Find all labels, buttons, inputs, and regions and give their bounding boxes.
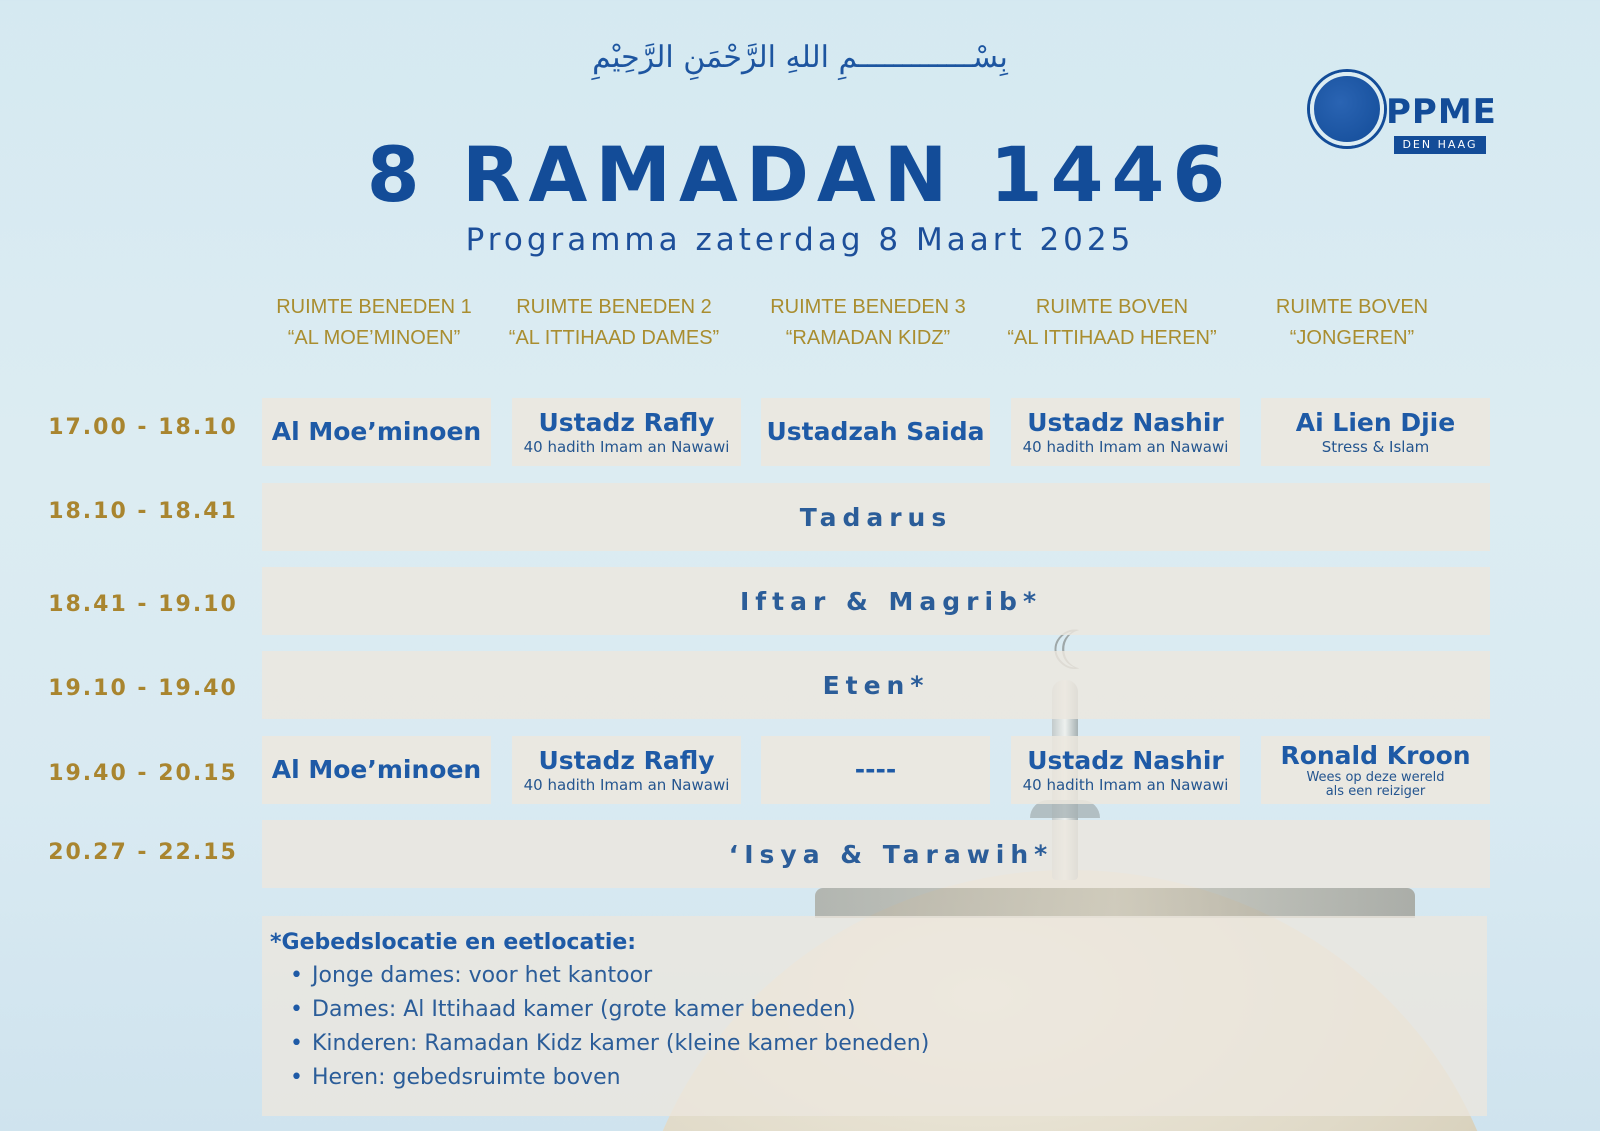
room-header-line2: “AL MOE’MINOEN”: [287, 327, 461, 349]
time-slot-1: 17.00 - 18.10: [48, 415, 238, 440]
room-header-2: [494, 292, 734, 354]
room-header-line2: “RAMADAN KIDZ”: [785, 327, 951, 349]
time-slot-5: 19.40 - 20.15: [48, 761, 238, 786]
time-slot-2: 18.10 - 18.41: [48, 499, 238, 524]
notes-title: *Gebedslocatie en eetlocatie:: [270, 930, 637, 955]
notes-box: [262, 916, 1487, 1116]
list-item: • Jonge dames: voor het kantoor: [290, 959, 1479, 993]
session-topic: 40 hadith Imam an Nawawi: [1022, 437, 1229, 456]
time-slot-4: 19.10 - 19.40: [48, 676, 238, 701]
room-header-line2: “AL ITTIHAAD DAMES”: [508, 327, 720, 349]
logo-subtitle: DEN HAAG: [1394, 136, 1486, 154]
page-title: 8 RAMADAN 1446: [366, 130, 1234, 219]
room-header-3: [748, 292, 988, 354]
session-cell: [1261, 398, 1490, 466]
room-header-line1: RUIMTE BOVEN: [1275, 296, 1429, 318]
session-speaker: Al Moe’minoen: [271, 417, 482, 446]
time-slot-6: 20.27 - 22.15: [48, 840, 238, 865]
shared-activity-band: ‘Isya & Tarawih*: [262, 820, 1490, 888]
list-item: • Kinderen: Ramadan Kidz kamer (kleine kamer beneden): [290, 1027, 1479, 1061]
logo-name: PPME: [1386, 92, 1497, 132]
room-header-5: [1232, 292, 1472, 354]
session-topic: 40 hadith Imam an Nawawi: [1022, 775, 1229, 794]
bismillah-calligraphy: بِسْـــــــــــــمِ اللهِ الرَّحْمَنِ الرَّحِيْمِ: [592, 40, 1008, 75]
room-header-line1: RUIMTE BENEDEN 2: [516, 296, 712, 318]
session-speaker: Ai Lien Djie: [1295, 407, 1456, 437]
room-header-line1: RUIMTE BOVEN: [1035, 296, 1189, 318]
session-cell: [761, 736, 990, 804]
session-cell: [1011, 398, 1240, 466]
time-slot-3: 18.41 - 19.10: [48, 592, 238, 617]
session-topic: 40 hadith Imam an Nawawi: [523, 775, 730, 794]
session-cell: [1011, 736, 1240, 804]
page-subtitle: Programma zaterdag 8 Maart 2025: [465, 222, 1135, 258]
session-topic-line1: Wees op deze wereld: [1306, 770, 1445, 785]
session-cell: [761, 398, 990, 466]
session-topic-line2: als een reiziger: [1325, 784, 1426, 799]
session-cell: [1261, 736, 1490, 804]
session-speaker: Al Moe’minoen: [271, 755, 482, 784]
session-speaker: Ustadz Nashir: [1027, 407, 1224, 437]
room-header-4: [992, 292, 1232, 354]
shared-activity-band: Tadarus: [262, 483, 1490, 551]
room-header-line1: RUIMTE BENEDEN 1: [276, 296, 472, 318]
session-cell: [512, 398, 741, 466]
session-cell: [512, 736, 741, 804]
room-header-line1: RUIMTE BENEDEN 3: [770, 296, 966, 318]
room-header-1: [254, 292, 494, 354]
session-speaker: Ustadz Nashir: [1027, 745, 1224, 775]
session-speaker: Ustadz Rafly: [538, 745, 715, 775]
session-speaker: ----: [854, 755, 897, 784]
list-item: • Heren: gebedsruimte boven: [290, 1061, 1479, 1095]
notes-list: [270, 959, 1479, 1095]
session-cell: [262, 398, 491, 466]
shared-activity-band: Eten*: [262, 651, 1490, 719]
globe-icon: [1310, 72, 1384, 146]
ppme-logo: [1306, 64, 1497, 164]
session-speaker: Ustadzah Saida: [766, 417, 985, 446]
shared-activity-band: Iftar & Magrib*: [262, 567, 1490, 635]
session-topic: 40 hadith Imam an Nawawi: [523, 437, 730, 456]
room-header-line2: “JONGEREN”: [1289, 327, 1415, 349]
list-item: • Dames: Al Ittihaad kamer (grote kamer beneden): [290, 993, 1479, 1027]
room-header-line2: “AL ITTIHAAD HEREN”: [1007, 327, 1217, 349]
session-speaker: Ronald Kroon: [1280, 741, 1471, 770]
session-cell: [262, 736, 491, 804]
session-topic: Stress & Islam: [1321, 437, 1430, 456]
dome-band-decoration: [815, 888, 1415, 918]
session-speaker: Ustadz Rafly: [538, 407, 715, 437]
